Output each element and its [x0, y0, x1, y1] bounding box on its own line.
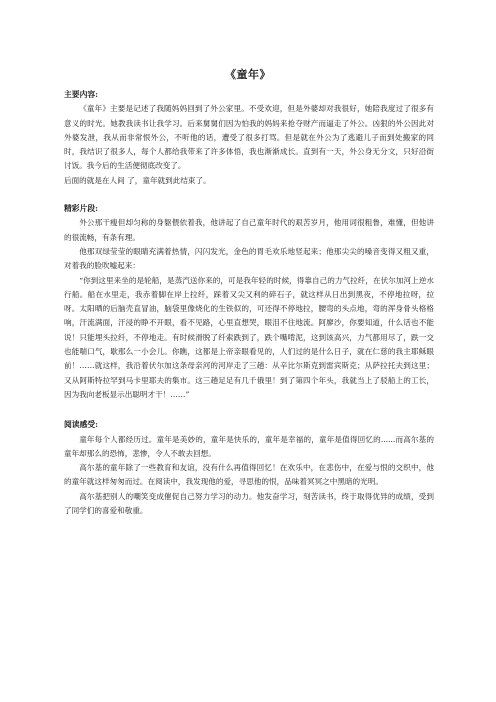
section-heading-reflection: 阅读感受: [64, 420, 99, 430]
excerpt-paragraph-1: 外公那干瘦但却匀称的身躯偎依着我，他讲起了自己童年时代的艰苦岁月，他用词很粗鲁，难懂，但他讲的很流畅，有条有理。 [64, 218, 434, 242]
excerpt-paragraph-3: “你到这里来坐的是轮船，是蒸汽送你来的，可是我年轻的时候，得靠自己的力气拉纤，在伏尔加河上逆水行船。船在水里走，我赤着脚在岸上拉纤，踩着又尖又利的碎石子，就这样从日出到黑夜，不停地拉呀，拉呀。太阳晒的后脑壳直冒油，脑袋里像烧化的生铁似的，可还得不停地拉，腰弯的头点地，弯的浑身骨头格格响，汗流满面，汗浸的睁不开眼，看不见路，心里直想哭，眼泪不住地流。阿廖沙，你要知道，什么话也不能说！只能埋头拉纤，不停地走。有时候滑脱了纤索跌到了，跌个嘴啃泥，这到该高兴，力气都用尽了，跌一交也能喘口气，歇那么一小会儿。你瞧，这都是上帝亲眼看见的，人们过的是什么日子，就在仁慈的我主耶稣眼前！……就这样，我沿着伏尔加这条母亲河的河岸走了三趟：从辛比尔斯克到雷宾斯克；从萨拉托夫到这里；又从阿斯特拉罕到马卡里耶夫的集市。这三趟足足有几千俄里！到了第四个年头，我就当上了驳船上的工长，因为我向老板显示出聪明才干！……” [64, 275, 434, 399]
summary-paragraph-1: 《童年》主要是记述了我随妈妈回到了外公家里。不受欢迎，但是外婆却对我很好，她陪我度过了很多有意义的时光。她教我读书让我学习。后来舅舅们因为怕我的妈妈来抢夺财产而逼走了外公。凶狠的外公因此对外婆发泄，我从而非常恨外公，不听他的话，遭受了很多打骂。但是就在外公为了逃避儿子而到处搬家的同时，我结识了很多人，每个人都给我带来了许多体悟，我也渐渐成长。直到有一天，外公身无分文，只好沿街讨饭。我今后的生活便彻底改变了。 [64, 104, 434, 171]
excerpt-paragraph-2: 他那双绿莹莹的眼睛充满着热情，闪闪发光，金色的胃毛欢乐地竖起来；他那尖尖的嗓音变得又粗又重，对着我的脸吹嘘起来： [64, 246, 434, 271]
reflection-paragraph-2: 高尔基的童年除了一些教育和友谊，没有什么再值得回忆！在欢乐中，在悲伤中，在爱与恨的交织中，他的童年就这样匆匆而过。在阅读中，我发现他的爱，寻思他的恨，品味着冥冥之中黑暗的光明。 [64, 463, 434, 487]
section-heading-summary: 主要内容: [64, 90, 99, 99]
summary-paragraph-2: 后面的就是在人间 了，童年就到此结束了。 [64, 175, 211, 185]
reflection-paragraph-3: 高尔基把别人的嘲笑变成催促自己努力学习的动力。他发奋学习，刻苦读书，终于取得优异的成绩，受到了同学们的喜爱和敬重。 [64, 491, 434, 516]
document-body [64, 88, 434, 518]
page-title: 《童年》 [225, 68, 271, 81]
section-heading-excerpt: 精彩片段: [64, 204, 99, 214]
reflection-paragraph-1: 童年每个人都经历过。童年是美妙的，童年是快乐的，童年是幸福的，童年是值得回忆的......而高尔基的童年却那么的恐怖，悲惨，令人不敢去回想。 [64, 434, 434, 458]
